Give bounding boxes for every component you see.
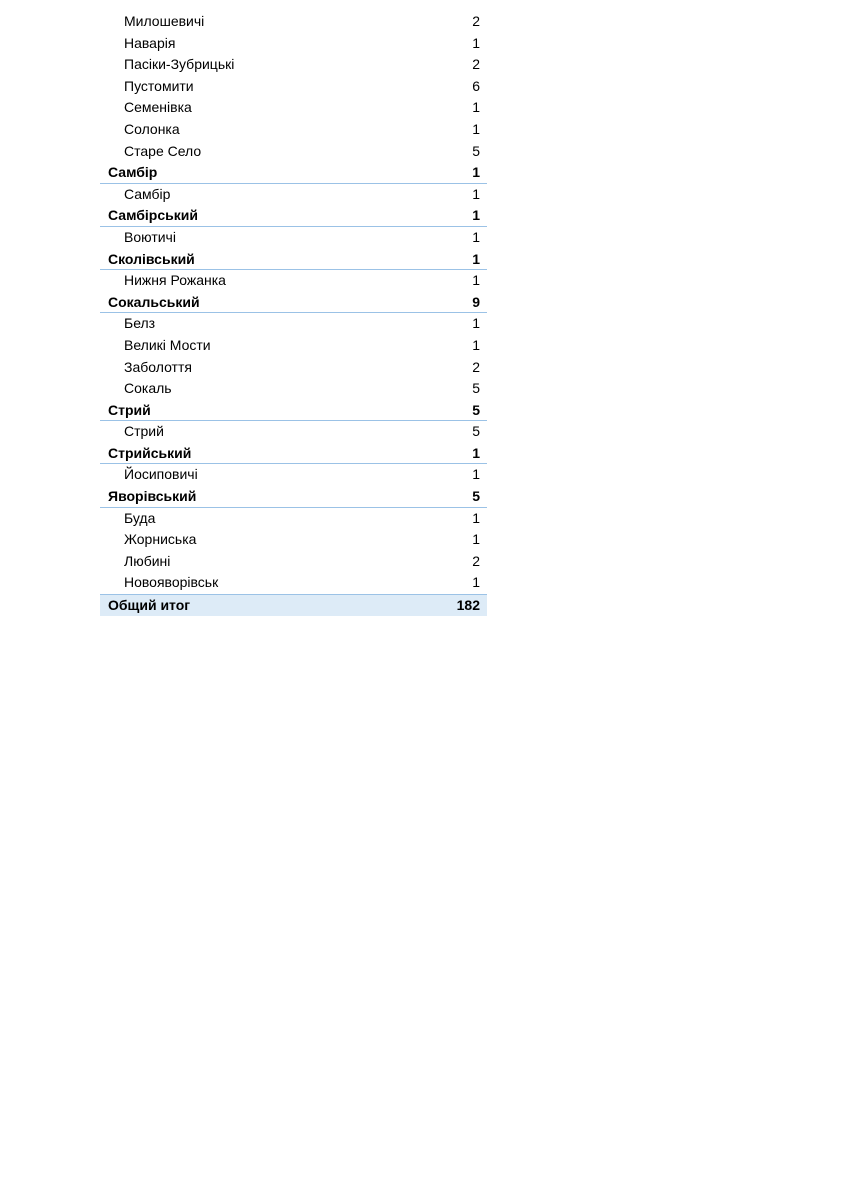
- grand-total-label: Общий итог: [108, 597, 191, 614]
- row-label: Пустомити: [124, 77, 194, 94]
- row-label: Солонка: [124, 120, 180, 137]
- group-count: 9: [472, 293, 480, 310]
- group-count: 1: [472, 444, 480, 461]
- group-label: Яворівський: [108, 488, 197, 505]
- group-row: [100, 249, 487, 271]
- row-label: Буда: [124, 509, 156, 526]
- group-label: Стрийський: [108, 444, 192, 461]
- table-row: [100, 313, 487, 335]
- row-count: 1: [472, 228, 480, 245]
- row-label: Пасіки-Зубрицькі: [124, 56, 235, 73]
- group-label: Стрий: [108, 401, 151, 418]
- row-label: Нижня Рожанка: [124, 272, 226, 289]
- table-row: [100, 11, 487, 33]
- table-row: [100, 421, 487, 443]
- row-count: 1: [472, 185, 480, 202]
- group-count: 1: [472, 207, 480, 224]
- row-label: Заболоття: [124, 358, 192, 375]
- table-row: [100, 572, 487, 594]
- group-row: [100, 443, 487, 465]
- group-row: [100, 162, 487, 184]
- group-row: [100, 486, 487, 508]
- table-row: [100, 97, 487, 119]
- row-label: Йосиповичі: [124, 466, 198, 483]
- row-count: 1: [472, 509, 480, 526]
- pivot-table: [100, 11, 487, 616]
- row-count: 1: [472, 336, 480, 353]
- group-count: 1: [472, 250, 480, 267]
- row-label: Милошевичі: [124, 13, 205, 29]
- row-count: 1: [472, 272, 480, 289]
- group-row: [100, 205, 487, 227]
- row-label: Белз: [124, 315, 156, 332]
- row-label: Самбір: [124, 185, 171, 202]
- table-row: [100, 335, 487, 357]
- row-count: 1: [472, 466, 480, 483]
- table-row: [100, 508, 487, 530]
- group-count: 1: [472, 164, 480, 181]
- table-row: [100, 529, 487, 551]
- row-count: 6: [472, 77, 480, 94]
- table-row: [100, 33, 487, 55]
- row-count: 1: [472, 99, 480, 116]
- row-label: Сокаль: [124, 380, 172, 397]
- row-label: Наварія: [124, 34, 176, 51]
- table-row: [100, 76, 487, 98]
- row-count: 1: [472, 34, 480, 51]
- row-label: Стрий: [124, 423, 164, 440]
- table-row: [100, 270, 487, 292]
- group-count: 5: [472, 401, 480, 418]
- row-count: 1: [472, 120, 480, 137]
- row-label: Новояворівськ: [124, 574, 219, 591]
- table-row: [100, 227, 487, 249]
- row-label: Великі Мости: [124, 336, 211, 353]
- row-count: 5: [472, 423, 480, 440]
- row-label: Любині: [124, 552, 171, 569]
- row-count: 5: [472, 142, 480, 159]
- row-count: 2: [472, 358, 480, 375]
- group-label: Самбір: [108, 164, 158, 181]
- group-row: [100, 292, 487, 314]
- table-row: [100, 184, 487, 206]
- row-label: Жорниська: [124, 531, 197, 548]
- row-count: 1: [472, 531, 480, 548]
- row-count: 1: [472, 574, 480, 591]
- table-row: [100, 357, 487, 379]
- table-row: [100, 119, 487, 141]
- grand-total-value: 182: [456, 597, 480, 614]
- row-count: 2: [472, 56, 480, 73]
- row-label: Семенівка: [124, 99, 192, 116]
- table-row: [100, 551, 487, 573]
- table-row: [100, 378, 487, 400]
- group-label: Сколівський: [108, 250, 195, 267]
- table-row: [100, 54, 487, 76]
- group-label: Сокальський: [108, 293, 200, 310]
- group-row: [100, 400, 487, 422]
- row-label: Воютичі: [124, 228, 176, 245]
- grand-total-row: [100, 594, 487, 616]
- table-row: [100, 141, 487, 163]
- row-count: 2: [472, 13, 480, 29]
- row-count: 2: [472, 552, 480, 569]
- row-count: 1: [472, 315, 480, 332]
- group-label: Самбірський: [108, 207, 198, 224]
- row-count: 5: [472, 380, 480, 397]
- table-row: [100, 464, 487, 486]
- group-count: 5: [472, 488, 480, 505]
- row-label: Старе Село: [124, 142, 202, 159]
